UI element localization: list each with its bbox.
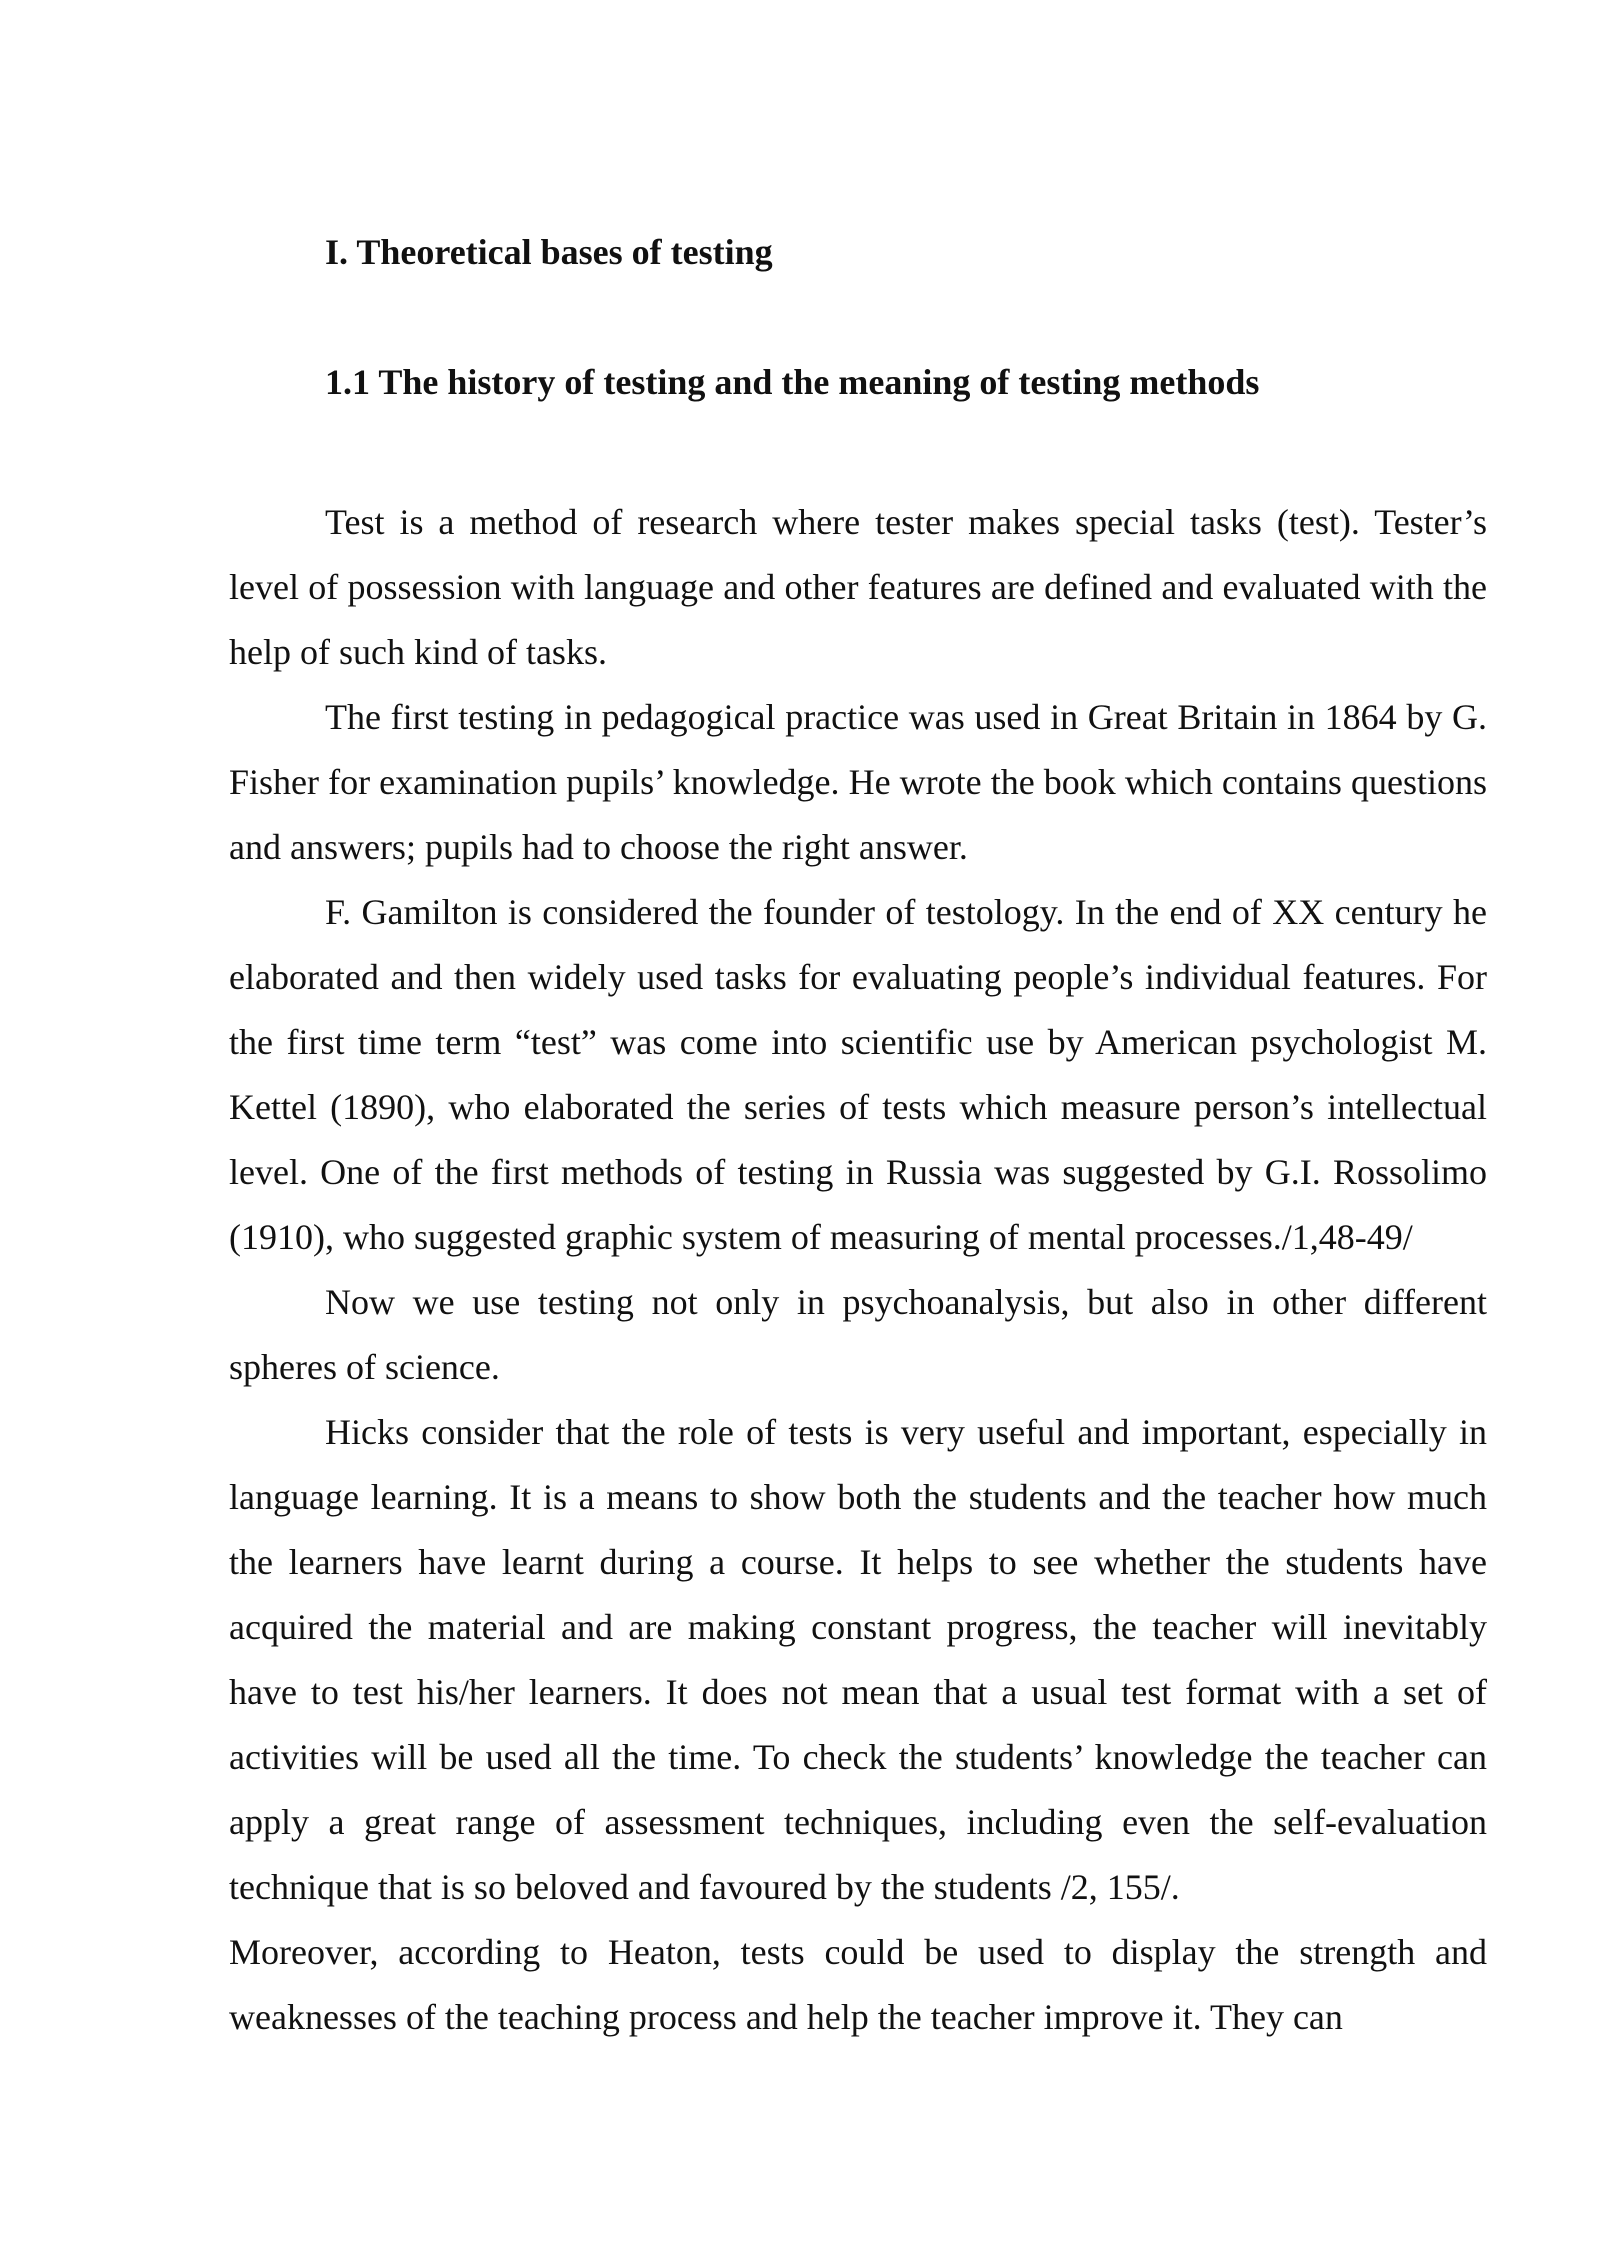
chapter-title: I. Theoretical bases of testing [325,232,773,272]
paragraph: Test is a method of research where tester makes special tasks (test). Tester’s level of possession with language and other features are defined and evaluated with the help of such kind of tasks. [229,502,1487,672]
paragraph: Hicks consider that the role of tests is very useful and important, especially in language learning. It is a means to show both the students and the teacher how much the learners have learnt during a course. It helps to see whether the students have acquired the material and are making constant progress, the teacher will inevitably have to test his/her learners. It does not mean that a usual test format with a set of activities will be used all the time. To check the students’ knowledge the teacher can apply a great range of assessment techniques, including even the self-evaluation technique that is so beloved and favoured by the students /2, 155/. [229,1412,1487,1907]
section-title: 1.1 The history of testing and the meaning of testing methods [325,362,1260,402]
body-text [229,490,1487,2050]
paragraph: F. Gamilton is considered the founder of testology. In the end of XX century he elaborated and then widely used tasks for evaluating people’s individual features. For the first time term “test” was come into scientific use by American psychologist M. Kettel (1890), who elaborated the series of tests which measure person’s intellectual level. One of the first methods of testing in Russia was suggested by G.I. Rossolimo (1910), who suggested graphic system of measuring of mental processes./1,48-49/ [229,892,1487,1257]
paragraph: The first testing in pedagogical practice was used in Great Britain in 1864 by G. Fisher for examination pupils’ knowledge. He wrote the book which contains questions and answers; pupils had to choose the right answer. [229,697,1487,867]
paragraph: Now we use testing not only in psychoanalysis, but also in other different spheres of science. [229,1282,1487,1387]
paragraph: Moreover, according to Heaton, tests could be used to display the strength and weaknesses of the teaching process and help the teacher improve it. They can [229,1932,1487,2037]
